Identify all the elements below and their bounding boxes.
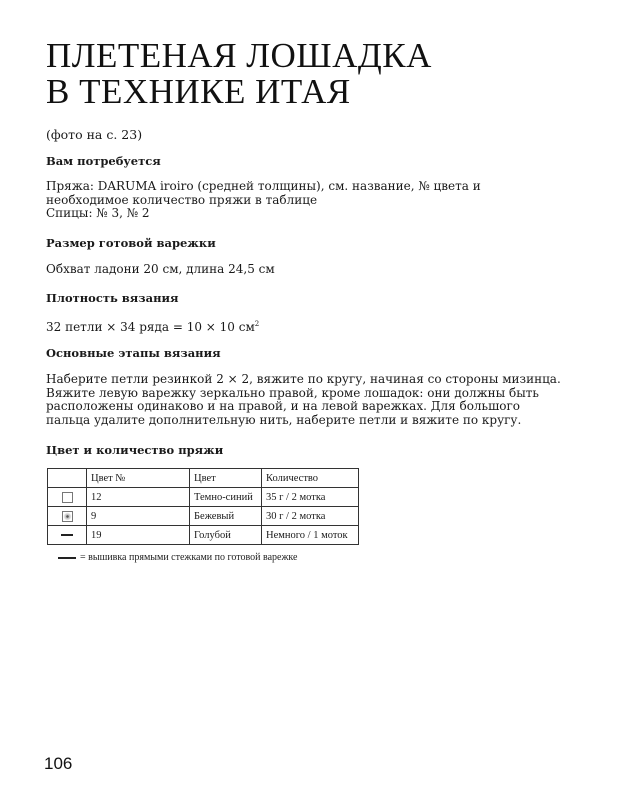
table-row: [48, 488, 359, 507]
steps-heading: Основные этапы вязания: [46, 346, 221, 360]
photo-reference: (фото на с. 23): [46, 127, 143, 142]
steps-text: Наберите петли резинкой 2 × 2, вяжите по кругу, начиная со стороны мизинца. Вяжите левую варежку зеркально правой, кроме лошадок: они должны быть расположены одинаково и на правой, и на левой варежках. Для большого пальца удалите дополнительную нить, наберите петли и вяжите по кругу.: [46, 372, 561, 427]
table-cell-amount: 30 г / 2 мотка: [262, 507, 359, 526]
dotted-square-symbol-cell: [48, 507, 87, 526]
table-cell-amount: 35 г / 2 мотка: [262, 488, 359, 507]
title-line-2: В ТЕХНИКЕ ИТАЯ: [46, 72, 351, 111]
dash-symbol-cell: [48, 526, 87, 545]
materials-needles: Спицы: № 3, № 2: [46, 206, 150, 220]
header-cell-number: Цвет №: [87, 469, 190, 488]
table-cell-number: 19: [87, 526, 190, 545]
page-number: 106: [44, 754, 73, 773]
white-square-icon: [62, 492, 73, 503]
header-cell-symbol: [48, 469, 87, 488]
header-cell-amount: Количество: [262, 469, 359, 488]
dash-icon: [61, 534, 73, 536]
gauge-text: 32 петли × 34 ряда = 10 × 10 см: [46, 320, 255, 334]
table-cell-number: 9: [87, 507, 190, 526]
table-cell-color: Бежевый: [190, 507, 262, 526]
title-line-1: ПЛЕТЕНАЯ ЛОШАДКА: [46, 36, 432, 75]
header-cell-color: Цвет: [190, 469, 262, 488]
yarn-table: [47, 468, 359, 545]
size-heading: Размер готовой варежки: [46, 236, 216, 250]
yarn-table-heading: Цвет и количество пряжи: [46, 443, 224, 457]
table-cell-amount: Немного / 1 моток: [262, 526, 359, 545]
table-row: [48, 507, 359, 526]
table-cell-color: Темно-синий: [190, 488, 262, 507]
table-cell-number: 12: [87, 488, 190, 507]
white-square-symbol-cell: [48, 488, 87, 507]
page-title: [46, 38, 586, 110]
gauge-text-line: [46, 318, 576, 335]
dotted-square-icon: [62, 511, 73, 522]
gauge-heading: Плотность вязания: [46, 291, 179, 305]
legend-text: = вышивка прямыми стежками по готовой варежке: [80, 552, 298, 563]
gauge-superscript: 2: [254, 320, 260, 328]
materials-yarn: Пряжа: DARUMA iroiro (средней толщины), см. название, № цвета и необходимое количество пряжи в таблице: [46, 179, 481, 207]
table-row: [48, 526, 359, 545]
table-header-row: [48, 469, 359, 488]
materials-heading: Вам потребуется: [46, 154, 161, 168]
table-cell-color: Голубой: [190, 526, 262, 545]
table-legend: [58, 552, 297, 563]
dash-icon: [58, 557, 76, 559]
size-text: Обхват ладони 20 см, длина 24,5 см: [46, 262, 275, 276]
